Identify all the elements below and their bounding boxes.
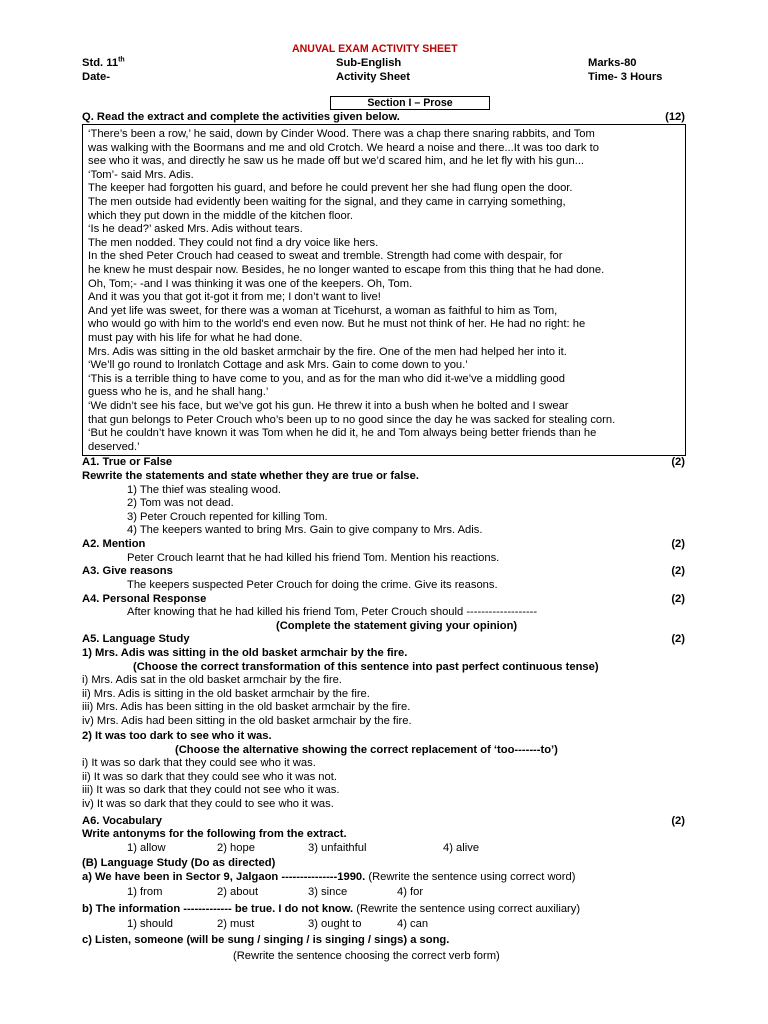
marks-label: Marks-80 — [588, 57, 637, 69]
extract-line: The men outside had evidently been waiting for the signal, and they came in carrying something, — [88, 196, 566, 208]
extract-box — [82, 124, 686, 456]
b-heading: (B) Language Study (Do as directed) — [82, 857, 276, 869]
sheet-title: ANUVAL EXAM ACTIVITY SHEET — [292, 43, 458, 55]
std-label — [82, 57, 125, 69]
extract-line: Mrs. Adis was sitting in the old basket armchair by the fire. One of the men had helped her into it. — [88, 345, 567, 358]
sheet-type-label: Activity Sheet — [336, 71, 410, 83]
a6-instruction: Write antonyms for the following from the extract. — [82, 828, 347, 840]
extract-line: The keeper had forgotten his guard, and before he could prevent her she had flung open the door. — [88, 182, 573, 195]
a3-text: The keepers suspected Peter Crouch for doing the crime. Give its reasons. — [127, 579, 498, 591]
b-qa-option: 2) about — [217, 886, 259, 898]
extract-line: he knew he must despair now. Besides, he no longer wanted to escape from this thing that he had done. — [88, 264, 605, 276]
a5-q1-option: ii) Mrs. Adis is sitting in the old basket armchair by the fire. — [82, 688, 370, 700]
a6-word: 3) unfaithful — [308, 842, 367, 854]
a5-q2-option: i) It was so dark that they could see who it was. — [82, 757, 316, 769]
a5-q1-option: i) Mrs. Adis sat in the old basket armchair by the fire. — [82, 674, 342, 686]
a2-heading: A2. Mention — [82, 538, 146, 550]
a5-question-2: 2) It was too dark to see who it was. — [82, 730, 272, 742]
a3-heading: A3. Give reasons — [82, 565, 173, 577]
a2-text: Peter Crouch learnt that he had killed his friend Tom. Mention his reactions. — [127, 552, 500, 564]
extract-line: deserved.’ — [88, 440, 140, 453]
extract-line: And yet life was sweet, for there was a woman at Ticehurst, a woman as faithful to him as Tom, — [88, 304, 558, 317]
extract-line: And it was you that got it-got it from me; I don’t want to live! — [88, 291, 381, 304]
a3-marks: (2) — [671, 565, 685, 577]
a6-word: 1) allow — [127, 842, 166, 854]
b-qb-option: 4) can — [397, 918, 429, 930]
a1-instruction: Rewrite the statements and state whether they are true or false. — [82, 470, 419, 482]
a5-q2-option: iii) It was so dark that they could not see who it was. — [82, 784, 340, 796]
b-question-b-text: b) The information ------------- be true. I do not know. — [82, 903, 354, 915]
a1-marks: (2) — [671, 456, 685, 468]
a4-note: (Complete the statement giving your opinion) — [276, 620, 518, 632]
extract-line: who would go with him to the world's end even now. But he must not think of her. He had no right: he — [88, 318, 586, 331]
a5-marks: (2) — [671, 633, 685, 645]
extract-line: was walking with the Boormans and me and old Crotch. We heard a noise and there...It was too dark to — [88, 141, 599, 154]
b-qa-option: 1) from — [127, 886, 163, 898]
a2-marks: (2) — [671, 538, 685, 550]
a6-word: 2) hope — [217, 842, 255, 854]
b-question-a-instruction: (Rewrite the sentence using correct word) — [365, 871, 576, 883]
extract-line: see who it was, and directly he saw us he made off but we’d scared him, and he let fly with his gun... — [88, 155, 585, 168]
a5-question-1-instruction: (Choose the correct transformation of this sentence into past perfect continuous tense) — [133, 661, 599, 673]
question-heading: Q. Read the extract and complete the activities given below. — [82, 111, 400, 123]
a5-question-2-instruction: (Choose the alternative showing the correct replacement of ‘too-------to’) — [175, 744, 558, 756]
a5-q2-option: ii) It was so dark that they could see who it was not. — [82, 771, 337, 783]
section-heading: Section I – Prose — [330, 96, 490, 110]
extract-line: ‘Tom’- said Mrs. Adis. — [88, 168, 194, 181]
a4-marks: (2) — [671, 593, 685, 605]
time-label: Time- 3 Hours — [588, 71, 663, 83]
date-label: Date- — [82, 71, 110, 83]
b-qb-option: 3) ought to — [308, 918, 362, 930]
subject-label: Sub-English — [336, 57, 402, 69]
b-qb-option: 2) must — [217, 918, 255, 930]
a1-item: 2) Tom was not dead. — [127, 497, 234, 509]
a6-word: 4) alive — [443, 842, 480, 854]
extract-line: guess who he is, and he shall hang.’ — [88, 386, 269, 399]
a5-question-1: 1) Mrs. Adis was sitting in the old basket armchair by the fire. — [82, 647, 408, 659]
extract-line: ‘There’s been a row,’ he said, down by Cinder Wood. There was a chap there snaring rabbits, and Tom — [88, 128, 595, 140]
extract-line: The men nodded. They could not find a dry voice like hers. — [88, 236, 379, 249]
extract-line: that gun belongs to Peter Crouch who’s been up to no good since the day he was sacked for stealing corn. — [88, 413, 616, 426]
b-qa-option: 4) for — [397, 886, 424, 898]
a5-q2-option: iv) It was so dark that they could to see who it was. — [82, 798, 334, 810]
extract-line: Oh, Tom;- -and I was thinking it was one of the keepers. Oh, Tom. — [88, 277, 413, 290]
extract-line: ‘Is he dead?’ asked Mrs. Adis without tears. — [88, 223, 303, 236]
extract-line: ‘We’ll go round to lronlatch Cottage and ask Mrs. Gain to come down to you.’ — [88, 359, 468, 372]
extract-line: ‘We didn’t see his face, but we’ve got his gun. He threw it into a bush when he bolted and I swear — [88, 400, 569, 412]
b-question-b — [82, 903, 580, 915]
b-question-a — [82, 871, 575, 883]
extract-line: ‘This is a terrible thing to have come to you, and as for the man who did it-we’ve a middling good — [88, 372, 565, 385]
b-question-a-text: a) We have been in Sector 9, Jalgaon ---------------1990. — [82, 871, 366, 883]
a5-q1-option: iii) Mrs. Adis has been sitting in the old basket armchair by the fire. — [82, 701, 411, 713]
a1-item: 3) Peter Crouch repented for killing Tom. — [127, 511, 328, 523]
a4-text: After knowing that he had killed his friend Tom, Peter Crouch should ------------------- — [127, 606, 538, 618]
extract-line: which they put down in the middle of the kitchen floor. — [88, 209, 353, 222]
a5-q1-option: iv) Mrs. Adis had been sitting in the old basket armchair by the fire. — [82, 715, 412, 727]
a1-item: 4) The keepers wanted to bring Mrs. Gain to give company to Mrs. Adis. — [127, 524, 483, 536]
std-text: Std. 11 — [82, 57, 119, 69]
b-qa-option: 3) since — [308, 886, 348, 898]
extract-line: In the shed Peter Crouch had ceased to sweat and tremble. Strength had come with despair, for — [88, 250, 563, 263]
b-question-c-instruction: (Rewrite the sentence choosing the correct verb form) — [233, 950, 500, 962]
extract-line: ‘But he couldn’t have known it was Tom when he did it, he and Tom always being better friends than he — [88, 427, 597, 440]
b-qb-option: 1) should — [127, 918, 174, 930]
a1-item: 1) The thief was stealing wood. — [127, 484, 282, 496]
a6-heading: A6. Vocabulary — [82, 815, 162, 827]
std-superscript: th — [118, 56, 125, 64]
a6-marks: (2) — [671, 815, 685, 827]
a5-heading: A5. Language Study — [82, 633, 190, 645]
b-question-b-instruction: (Rewrite the sentence using correct auxiliary) — [353, 903, 581, 915]
extract-line: must pay with his life for what he had done. — [88, 332, 303, 344]
a4-heading: A4. Personal Response — [82, 593, 207, 605]
b-question-c: c) Listen, someone (will be sung / singing / is singing / sings) a song. — [82, 934, 450, 946]
question-marks: (12) — [665, 111, 685, 123]
a1-heading: A1. True or False — [82, 456, 173, 468]
